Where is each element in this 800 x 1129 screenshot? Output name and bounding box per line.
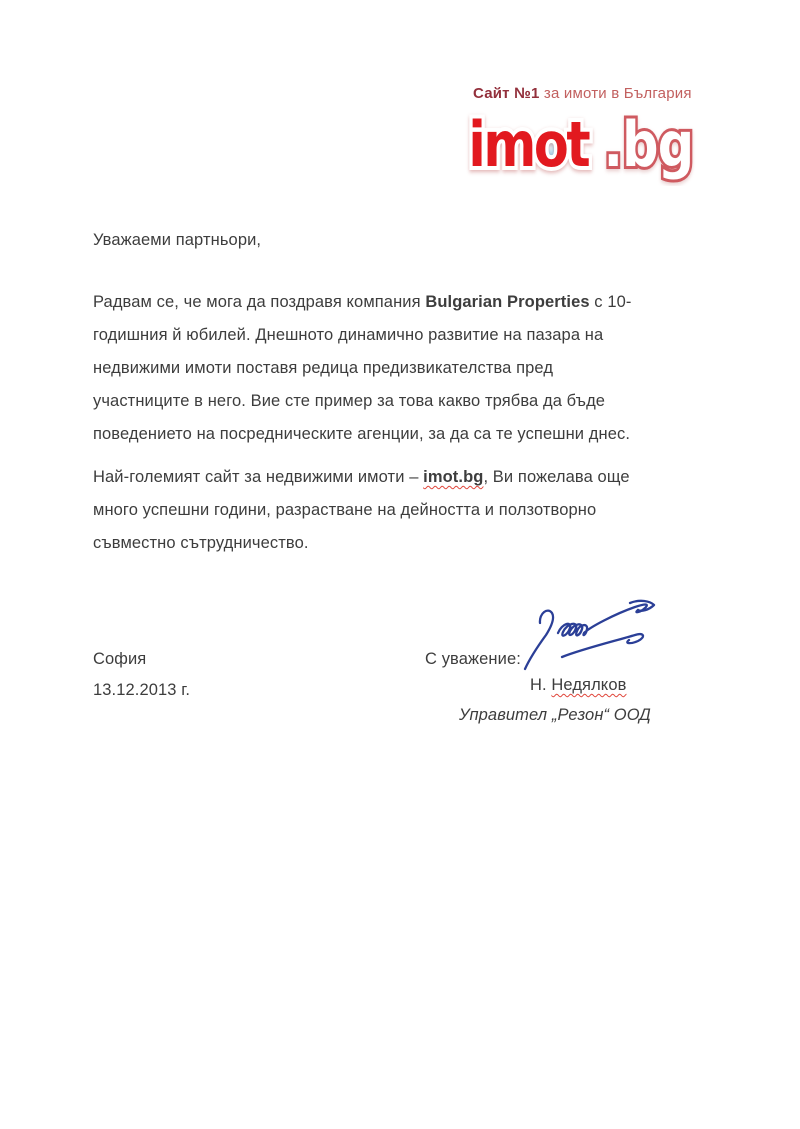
p1-l1-text: Радвам се, че мога да поздравя компания: [93, 293, 426, 311]
p2-l1-tail: , Ви пожелава още: [483, 468, 630, 486]
salutation: [93, 224, 261, 257]
company-name-bold: Bulgarian Properties: [425, 293, 590, 311]
paragraph-1-line-3: недвижими имоти поставя редица предизвикателства пред: [93, 359, 554, 377]
paragraph-1-line-2: годишния й юбилей. Днешното динамично развитие на пазара на: [93, 326, 604, 344]
logo-wordmark: imot: [468, 109, 589, 182]
imot-bg-logo: [452, 96, 722, 186]
date-label: 13.12.2013 г.: [93, 681, 191, 699]
signer-surname: Недялков: [551, 676, 627, 694]
logo-wordmark-tld: .bg: [603, 109, 694, 182]
logo-tagline-highlight: Сайт №1: [473, 85, 540, 102]
paragraph-2-line-2: много успешни години, разрастване на дейността и ползотворно: [93, 501, 597, 519]
p2-l1-text: Най-големият сайт за недвижими имоти –: [93, 468, 424, 486]
logo-tagline-rest: за имоти в България: [539, 85, 692, 102]
signer-initial: Н.: [530, 676, 552, 694]
paragraph-2: [93, 461, 630, 560]
paragraph-1-line-1: [93, 286, 632, 319]
city-label: София: [93, 650, 147, 668]
paragraph-2-line-1: [93, 461, 630, 494]
salutation-text: Уважаеми партньори,: [93, 231, 262, 249]
signer-name: [530, 669, 626, 702]
paragraph-1-line-4: участниците в него. Вие сте пример за това какво трябва да бъде: [93, 392, 606, 410]
signer-title: Управител „Резон“ ООД: [459, 706, 651, 724]
p1-l1-tail: с 10-: [589, 293, 632, 311]
paragraph-2-line-3: съвместно сътрудничество.: [93, 534, 309, 552]
closing-label: С уважение:: [425, 650, 521, 668]
site-name-bold: imot.bg: [423, 468, 484, 486]
paragraph-1-line-5: поведението на посредническите агенции, за да са те успешни днес.: [93, 425, 631, 443]
paragraph-1: [93, 286, 632, 451]
